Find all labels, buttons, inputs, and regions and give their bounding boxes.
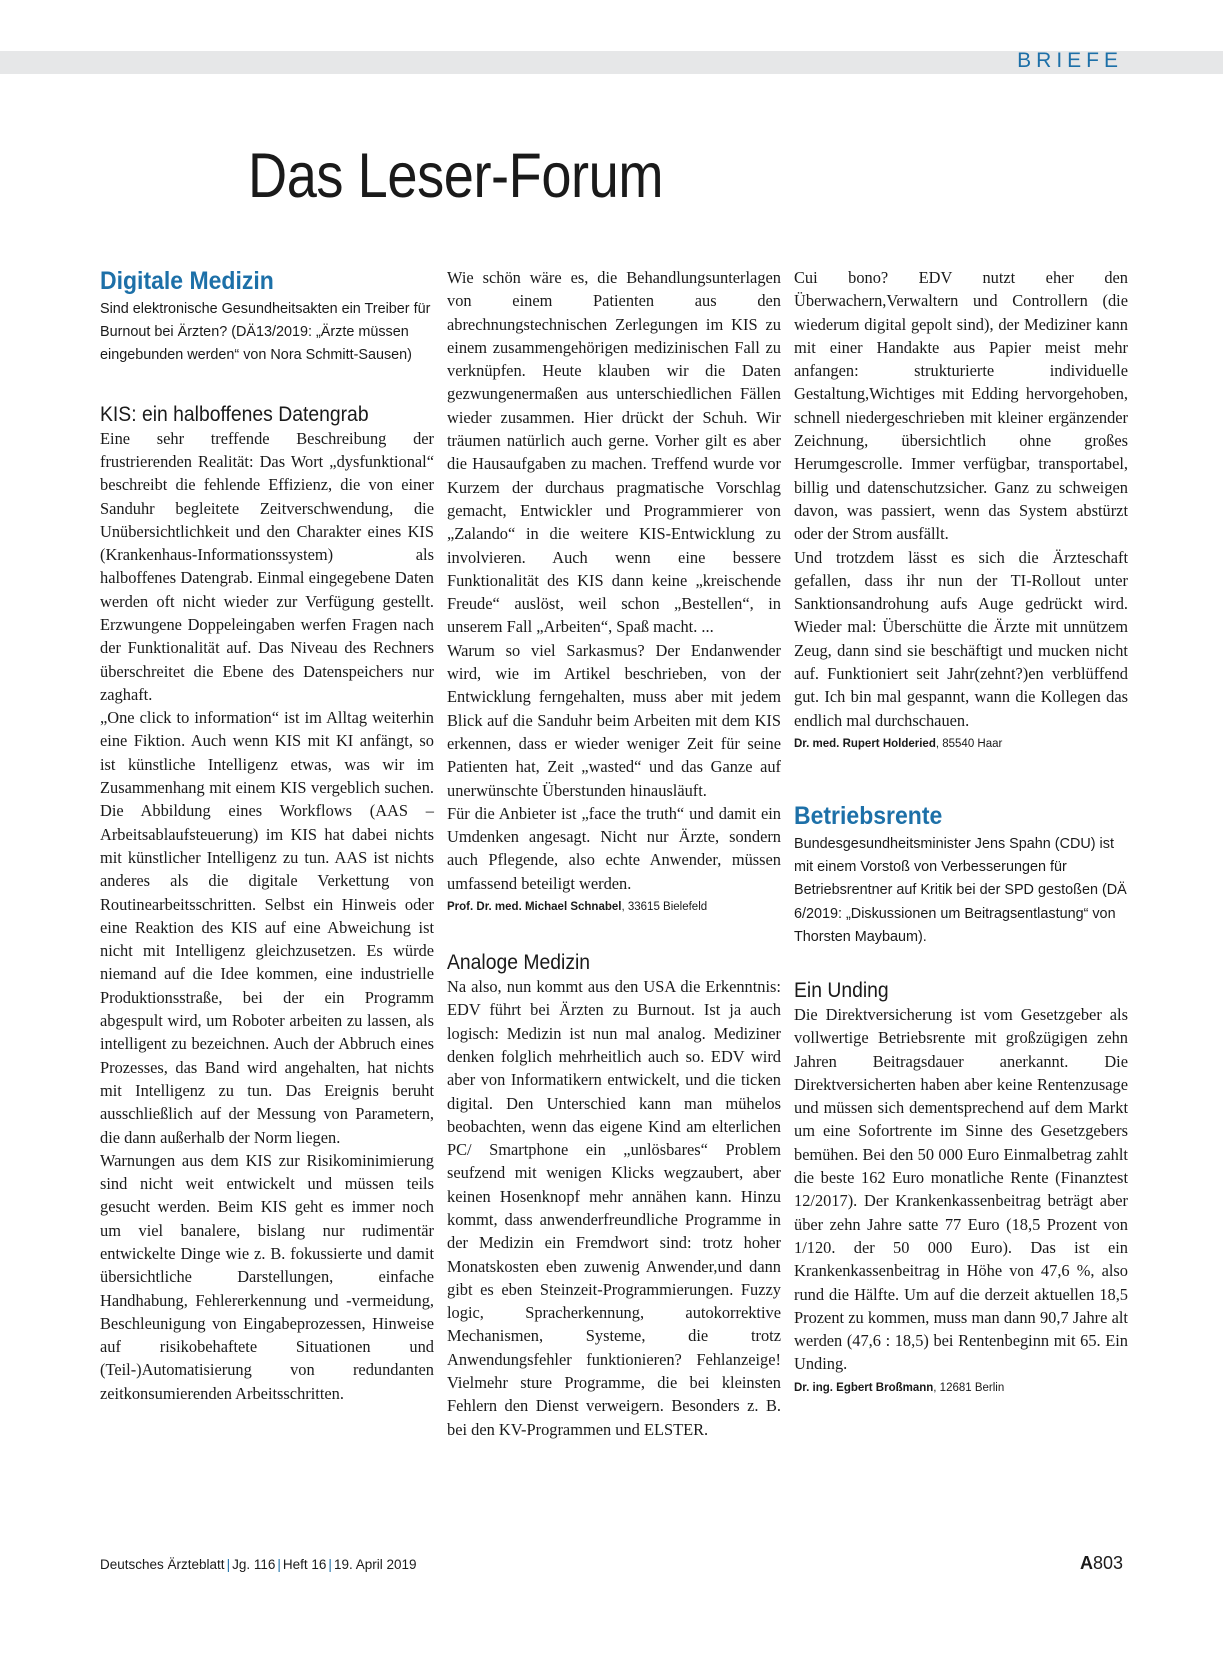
paragraph: Und trotzdem lässt es sich die Ärzteschaft gefallen, dass ihr nun der TI-Rollout unter Sanktionsandrohung aufs Auge gedrückt wird. Wieder mal: Überschütte die Ärzte mit unnützem Zeug, dann sind sie beschäftigt und mucken nicht auf. Funktioniert seit Jahr(zehnt?)en verblüffend gut. Ich bin mal gespannt, wann die Kollegen das endlich mal durchschauen. <box>794 547 1128 730</box>
page-prefix: A <box>1079 1553 1093 1573</box>
paragraph: Die Direktversicherung ist vom Gesetzgeber als vollwertige Betriebsrente mit großzügigen zehn Jahren Beitragsdauer anerkannt. Die Direktversicherten haben aber keine Rentenzusage und müssen sich dementsprechend auf dem Markt um eine Sofortrente im Sinne des Gesetzgebers bemühen. Bei den 50 000 Euro Einmalbetrag zahlt die beste 162 Euro monatliche Rente (Finanztest 12/2017). Der Krankenkassenbeitrag beträgt aber über zehn Jahre satte 77 Euro (18,5 Prozent von 1/120. der 50 000 Euro). Das ist ein Krankenkassenbeitrag in Höhe von 47,6 %, also rund die Hälfte. Um auf die derzeit aktuellen 18,5 Prozent zu kommen, muss man dann 90,7 Jahre alt werden (47,6 : 18,5) bei Rentenbeginn mit 65. Ein Unding. <box>794 1004 1128 1374</box>
letter-body-continued <box>447 266 781 895</box>
journal-volume: Jg. 116 <box>232 1557 276 1572</box>
author-location: , 85540 Haar <box>935 737 1003 750</box>
author-name: Dr. med. Rupert Holderied <box>794 737 936 750</box>
paragraph: Wie schön wäre es, die Behandlungsunterlagen von einem Patienten aus den abrechnungstechnischen Zerlegungen im KIS zu einem zusammengehörigen medizinischen Fall zu verknüpfen. Heute klauben wir die Daten gezwungenermaßen aus unterschiedlichen Fällen wieder zusammen. Hier drückt der Schuh. Wir träumen natürlich auch gerne. Vorher gilt es aber die Hausaufgaben zu machen. Treffend wurde vor Kurzem der durchaus pragmatische Vorschlag gemacht, Entwickler und Programmierer von „Zalando“ in die weitere KIS-Entwicklung zu involvieren. Auch wenn eine bessere Funktionalität des KIS dann keine „kreischende Freude“ auslöst, weil schon „Bestellen“, in unserem Fall „Arbeiten“, Spaß macht. ... <box>447 268 781 637</box>
topic-heading: Digitale Medizin <box>100 267 274 295</box>
author-name: Prof. Dr. med. Michael Schnabel <box>447 901 622 914</box>
letter-body <box>447 975 781 1441</box>
column-3 <box>794 266 1128 1397</box>
page-number <box>1080 1553 1123 1574</box>
separator: | <box>328 1557 332 1572</box>
topic-intro: Bundesgesundheitsminister Jens Spahn (CDU) ist mit einem Vorstoß von Verbesserungen für Betriebsrentner auf Kritik bei der SPD gestoßen (DÄ 6/2019: „Diskussionen um Beitragsentlastung“ von Thorsten Maybaum). <box>794 835 1127 945</box>
letter-body <box>100 427 434 1405</box>
letter-signature <box>794 1379 1128 1397</box>
column-1 <box>100 266 434 1405</box>
paragraph: Warum so viel Sarkasmus? Der Endanwender wird, wie im Artikel beschrieben, von der Entwicklung ferngehalten, muss aber mit jedem Blick auf die Sanduhr beim Arbeiten mit dem KIS erkennen, dass er wieder weniger Zeit für seine Patienten hat, Zeit „wasted“ und das Ganze auf unerwünschte Überstunden hinausläuft. <box>447 640 781 800</box>
page-title: Das Leser-Forum <box>248 141 664 211</box>
footer-citation <box>100 1557 417 1572</box>
column-2 <box>447 266 781 1441</box>
page-digits: 803 <box>1092 1553 1123 1573</box>
paragraph: Eine sehr treffende Beschreibung der frustrierenden Realität: Das Wort „dysfunktional“ beschreibt die fehlende Effizienz, die von einer Sanduhr begleitete Zeitverschwendung, die Unübersichtlichkeit und den Charakter eines KIS (Krankenhaus-Informationssystem) als halboffenes Datengrab. Einmal eingegebene Daten werden oft nicht wieder zur Verfügung gestellt. Erzwungene Doppeleingaben werfen Fragen nach der Funktionalität auf. Das Niveau des Rechners überschreitet die Ebene des Datenspeichers nur zaghaft. <box>100 428 434 704</box>
journal-issue: Heft 16 <box>282 1557 327 1572</box>
letter-signature <box>794 735 1128 753</box>
letter-body-continued <box>794 266 1128 732</box>
letter-title: Ein Unding <box>794 977 889 1002</box>
topic-heading: Betriebsrente <box>794 801 943 830</box>
journal-date: 19. April 2019 <box>333 1557 417 1572</box>
author-name: Dr. ing. Egbert Broßmann <box>794 1381 934 1394</box>
section-label: BRIEFE <box>1017 49 1123 72</box>
paragraph: Für die Anbieter ist „face the truth“ und damit ein Umdenken angesagt. Nicht nur Ärzte, sondern auch Pflegende, also echte Anwender, müssen umfassend beteiligt werden. <box>447 803 781 893</box>
letter-body <box>794 1003 1128 1376</box>
letter-title: KIS: ein halboffenes Datengrab <box>100 401 369 426</box>
author-location: , 33615 Bielefeld <box>621 901 708 914</box>
paragraph: Na also, nun kommt aus den USA die Erkenntnis: EDV führt bei Ärzten zu Burnout. Ist ja auch logisch: Medizin ist nun mal analog. Mediziner denken folglich mehrheitlich auch so. EDV wird aber von Informatikern entwickelt, und die ticken digital. Den Unterschied kann man mühelos beobachten, wenn das eigene Kind am elterlichen PC/ Smartphone ein „unlösbares“ Problem seufzend mit wenigen Klicks wegzaubert, aber keinen Hosenknopf mehr annähen kann. Hinzu kommt, dass anwenderfreundliche Programme in der Medizin ein Fremdwort sind: trotz hoher Monatskosten eben zuwenig Anwender,und dann gibt es eben Steinzeit-Programmierungen. Fuzzy logic, Spracherkennung, autokorrektive Mechanismen, Systeme, die trotz Anwendungsfehler funktionieren? Fehlanzeige! Vielmehr sture Programme, die bei kleinsten Fehlern den Dienst verweigern. Besonders z. B. bei den KV-Programmen und ELSTER. <box>447 977 781 1439</box>
separator: | <box>226 1557 231 1572</box>
letter-signature <box>447 898 781 916</box>
separator: | <box>277 1557 281 1572</box>
paragraph: Cui bono? EDV nutzt eher den Überwachern,Verwaltern und Controllern (die wiederum digital gepolt sind), der Mediziner kann mit einer Handakte aus Papier meist mehr anfangen: strukturierte individuelle Gestaltung,Wichtiges mit Edding hervorgehoben, schnell niedergeschrieben mit kleiner ergänzender Zeichnung, übersichtlich ohne großes Herumgescrolle. Immer verfügbar, transportabel, billig und datenschutzsicher. Ganz zu schweigen davon, was passiert, wenn das System abstürzt oder der Strom ausfällt. <box>794 268 1128 544</box>
topic-intro: Sind elektronische Gesundheitsakten ein Treiber für Burnout bei Ärzten? (DÄ13/2019: „Ärzte müssen eingebunden werden“ von Nora Schmitt-Sausen) <box>100 301 431 364</box>
journal-name: Deutsches Ärzteblatt <box>100 1557 225 1572</box>
letter-title: Analoge Medizin <box>447 950 591 975</box>
author-location: , 12681 Berlin <box>933 1381 1005 1394</box>
paragraph: Warnungen aus dem KIS zur Risikominimierung sind nicht weit entwickelt und müssen teils gesucht werden. Beim KIS geht es immer noch um viel banalere, bislang nur rudimentär entwickelte Dinge wie z. B. fokussierte und damit übersichtliche Darstellungen, einfache Handhabung, Fehlererkennung und -vermeidung, Beschleunigung von Eingabeprozessen, Hinweise auf risikobehaftete Situationen und (Teil-)Automatisierung von redundanten zeitkonsumierenden Arbeitsschritten. <box>100 1150 434 1403</box>
paragraph: „One click to information“ ist im Alltag weiterhin eine Fiktion. Auch wenn KIS mit KI anfängt, so ist künstliche Intelligenz etwas, was wir im Zusammenhang mit einem KIS vergeblich suchen. Die Abbildung eines Workflows (AAS – Arbeitsablaufsteuerung) im KIS hat dabei nichts mit künstlicher Intelligenz zu tun. AAS ist nichts anderes als die digitale Verkettung von Routinearbeitsschritten. Selbst ein Hinweis oder eine Reaktion des KIS auf eine Abweichung ist nicht mit Intelligenz gleichzusetzen. Es würde niemand auf die Idee kommen, eine industrielle Produktionsstraße, bei der ein Programm abgespult wird, um Roboter arbeiten zu lassen, als intelligent zu bezeichnen. Auch der Abbruch eines Prozesses, das Band wird angehalten, hat nichts mit Intelligenz zu tun. Das Ereignis beruht ausschließlich auf der Messung von Parametern, die dann außerhalb der Norm liegen. <box>100 708 434 1147</box>
